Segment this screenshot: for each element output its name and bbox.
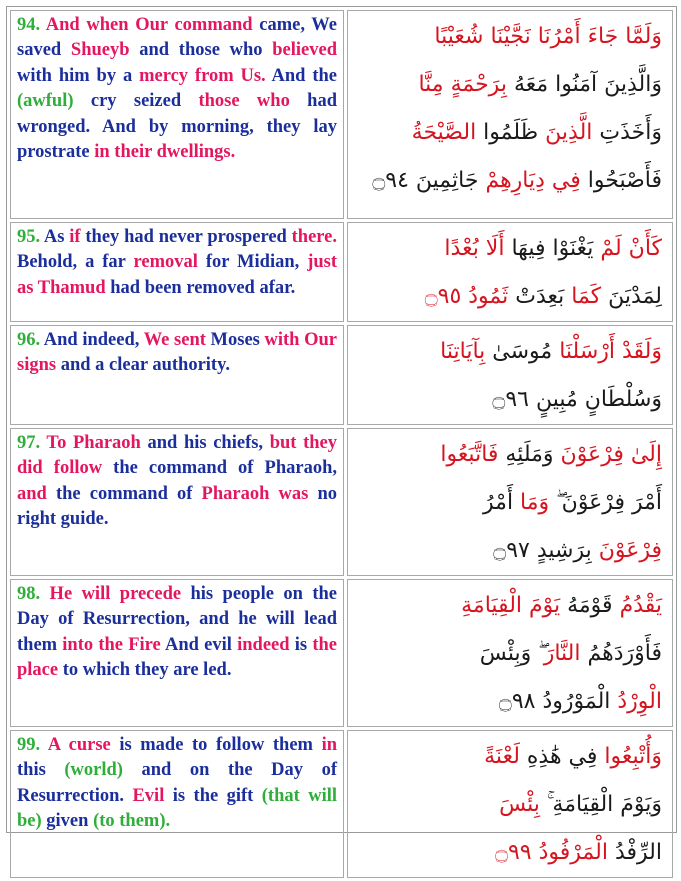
english-text-segment: Our signs [17, 330, 338, 376]
english-text-segment: Thamud [33, 277, 106, 298]
arabic-text-segment: وَيَوْمَ الْقِيَامَةِ [546, 792, 662, 817]
arabic-text-segment: النَّارَ [543, 641, 581, 666]
english-cell [10, 222, 344, 322]
arabic-line [356, 13, 662, 61]
arabic-text-segment: الرِّفْدُ [607, 840, 662, 865]
arabic-line [356, 61, 662, 109]
arabic-cell [347, 10, 673, 219]
arabic-text-segment: الَّذِينَ [545, 120, 593, 145]
arabic-text-segment: كَأَنْ لَمْ [593, 236, 662, 261]
english-text-segment: Behold, a far [17, 252, 134, 273]
verse-row [10, 10, 673, 219]
english-text-segment: is [289, 634, 313, 655]
english-text-segment: He will precede [40, 584, 182, 604]
arabic-cell [347, 325, 673, 425]
verse-row [10, 730, 673, 878]
english-text-segment: A curse [40, 735, 111, 755]
verse-row [10, 428, 673, 576]
english-text-segment: And indeed, [40, 330, 144, 350]
english-text-segment: in [321, 735, 337, 755]
arabic-line [356, 678, 662, 726]
arabic-line [356, 829, 662, 877]
arabic-text-segment: فِي دِيَارِهِمْ [485, 168, 581, 193]
english-text-segment: in their dwellings. [94, 142, 236, 163]
arabic-line [356, 376, 662, 424]
verse-table [7, 7, 676, 881]
english-text-segment: (world) [64, 760, 123, 781]
arabic-text-segment: الصَّيْحَةُ [411, 120, 477, 145]
arabic-text-segment: فَأَوْرَدَهُمُ [580, 641, 662, 666]
arabic-line [356, 328, 662, 376]
arabic-cell [347, 579, 673, 727]
english-text-segment: the command of [46, 483, 202, 504]
english-text-segment: came, We saved [17, 15, 337, 61]
english-text-segment: his people on the Day of Resurrection, and he will lead them [17, 584, 337, 655]
arabic-text-segment: مُوسَىٰ [485, 339, 553, 364]
arabic-text-segment: بَعِدَتْ [508, 284, 572, 309]
arabic-text-segment: وَسُلْطَانٍ مُبِينٍ ۝٩٦ [492, 387, 662, 412]
arabic-text-segment: أَمْرُ [483, 490, 521, 515]
english-text-segment: To [40, 433, 73, 453]
arabic-text-segment: بِرَشِيدٍ ۝٩٧ [493, 538, 592, 563]
english-text-segment: indeed [237, 634, 290, 655]
arabic-line [356, 157, 662, 205]
english-text-segment: had been removed afar. [105, 277, 296, 298]
english-text-segment: 99. [17, 735, 41, 755]
arabic-text-segment: أَلَا بُعْدًا [444, 236, 512, 261]
arabic-line [356, 109, 662, 157]
english-text-segment: 95. [17, 227, 41, 247]
english-text-segment: with [264, 330, 300, 350]
english-text-segment: And evil [160, 634, 238, 655]
arabic-text-segment: إِلَىٰ فِرْعَوْنَ [553, 442, 662, 467]
arabic-line [356, 781, 662, 829]
english-text-segment: 96. [17, 330, 41, 350]
english-text-segment: and his chiefs, [140, 433, 270, 453]
english-text-segment: 98. [17, 584, 41, 604]
arabic-text-segment: الْمَوْرُودُ ۝٩٨ [498, 689, 611, 714]
arabic-text-segment: فِي هَٰذِهِ [519, 744, 598, 769]
arabic-text-segment: بِرَحْمَةٍ مِنَّا [418, 72, 507, 97]
english-text-segment: and on the Day of Resurrection. [17, 760, 337, 806]
english-text-segment: mercy from Us. [139, 65, 266, 86]
arabic-text-segment: وَأَخَذَتِ [592, 120, 662, 145]
english-text-segment: Evil [132, 785, 165, 806]
english-text-segment: Pharaoh was [201, 483, 309, 504]
english-text-segment: And when Our command [40, 15, 253, 35]
english-text-segment: with him by a [17, 65, 140, 86]
english-text-segment: Moses [205, 330, 265, 350]
english-cell [10, 730, 344, 878]
verse-row [10, 325, 673, 425]
arabic-text-segment: جَاثِمِينَ ۝٩٤ [372, 168, 486, 193]
arabic-line [356, 273, 662, 321]
english-text-segment: the place [17, 634, 337, 681]
english-text-segment: given [41, 811, 94, 832]
arabic-text-segment: قَوْمَهُ [560, 593, 613, 618]
arabic-line [356, 225, 662, 273]
english-text-segment: is made to follow them [110, 735, 322, 755]
english-text-segment: 97. [17, 433, 41, 453]
verse-row [10, 579, 673, 727]
arabic-cell [347, 730, 673, 878]
arabic-text-segment: نَجَّيْنَا شُعَيْبًا [434, 24, 531, 49]
english-text-segment: (awful) [17, 91, 74, 112]
arabic-line [356, 582, 662, 630]
arabic-line [356, 479, 662, 527]
english-text-segment: Pharaoh [72, 433, 141, 453]
arabic-text-segment: أَمْرَ فِرْعَوْنَ [556, 490, 662, 515]
arabic-text-segment: فِرْعَوْنَ [591, 538, 662, 563]
arabic-line [356, 733, 662, 781]
english-text-segment: had wronged. And by morning, they lay prostrate [17, 91, 338, 163]
english-cell [10, 428, 344, 576]
english-text-segment: just as [17, 252, 337, 298]
english-text-segment: cry seized [73, 91, 199, 112]
english-cell [10, 10, 344, 219]
english-text-segment: no right guide. [17, 483, 337, 530]
arabic-text-segment: الْمَرْفُودُ ۝٩٩ [495, 840, 608, 865]
arabic-text-segment: لِمَدْيَنَ [601, 284, 662, 309]
arabic-text-segment: وَأُتْبِعُوا [597, 744, 662, 769]
arabic-text-segment: فَأَصْبَحُوا [580, 168, 662, 193]
arabic-text-segment: كَمَا [571, 284, 602, 309]
english-text-segment: and those who [129, 40, 273, 61]
arabic-text-segment: وَالَّذِينَ آمَنُوا مَعَهُ [506, 72, 662, 97]
arabic-line [356, 527, 662, 575]
english-text-segment: 94. [17, 15, 41, 35]
english-text-segment: removal [133, 252, 198, 273]
english-text-segment: Shueyb [70, 40, 130, 61]
english-text-segment: (to them). [93, 811, 171, 832]
arabic-text-segment: يَغْنَوْا فِيهَا [511, 236, 594, 261]
arabic-text-segment: يَقْدُمُ [612, 593, 662, 618]
arabic-text-segment: وَلَمَّا جَاءَ أَمْرُنَا [530, 24, 662, 49]
arabic-text-segment: يَوْمَ الْقِيَامَةِ [461, 593, 561, 618]
arabic-cell [347, 428, 673, 576]
arabic-text-segment: الْوِرْدُ [610, 689, 662, 714]
english-cell [10, 325, 344, 425]
english-text-segment: and a clear authority. [56, 355, 230, 376]
english-text-segment: (that will be) [17, 785, 337, 832]
english-text-segment: there. [291, 227, 337, 247]
arabic-text-segment: بِآيَاتِنَا [440, 339, 486, 364]
arabic-text-segment: وَلَقَدْ أَرْسَلْنَا [552, 339, 662, 364]
arabic-text-segment: لَعْنَةً [484, 744, 520, 769]
arabic-text-segment: ۖ وَبِئْسَ [479, 641, 544, 666]
english-text-segment: into the Fire [62, 634, 161, 655]
english-cell [10, 579, 344, 727]
verse-table-frame [6, 6, 677, 865]
english-text-segment: believed [272, 40, 337, 61]
english-text-segment: those who [198, 91, 290, 112]
arabic-text-segment: ثَمُودُ ۝٩٥ [424, 284, 509, 309]
arabic-line [356, 431, 662, 479]
english-text-segment: As [40, 227, 70, 247]
verse-row [10, 222, 673, 322]
arabic-line [356, 630, 662, 678]
english-text-segment: And the [265, 65, 337, 86]
arabic-text-segment: ۖ وَمَا [520, 490, 557, 515]
arabic-text-segment: فَاتَّبَعُوا [440, 442, 499, 467]
english-text-segment: this [17, 760, 65, 781]
arabic-text-segment: وَمَلَئِهِ [498, 442, 554, 467]
arabic-text-segment: ۚ بِئْسَ [499, 792, 547, 817]
english-text-segment: they had never prospered [80, 227, 292, 247]
english-text-segment: is the gift [164, 785, 262, 806]
english-text-segment: and [17, 483, 47, 504]
arabic-cell [347, 222, 673, 322]
english-text-segment: the command of Pharaoh, [102, 458, 337, 479]
english-text-segment: if [69, 227, 81, 247]
english-text-segment: We sent [143, 330, 206, 350]
arabic-text-segment: ظَلَمُوا [476, 120, 546, 145]
english-text-segment: to which they are led. [58, 660, 232, 681]
english-text-segment: but they did follow [17, 433, 337, 479]
english-text-segment: for Midian, [197, 252, 308, 273]
